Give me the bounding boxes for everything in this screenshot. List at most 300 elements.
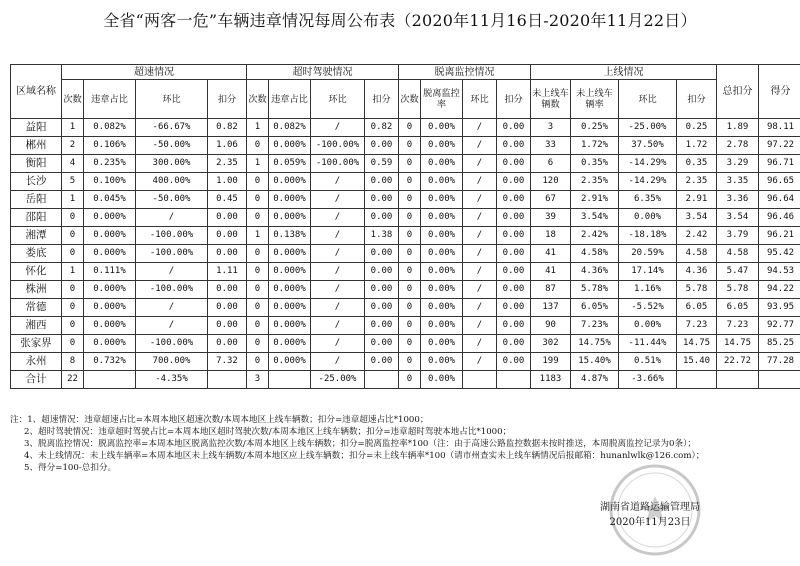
table-cell: -66.67% (136, 119, 208, 137)
table-cell: 94.22 (759, 281, 800, 299)
table-cell: 0.000% (269, 209, 311, 227)
table-cell: -11.44% (619, 335, 677, 353)
table-cell: 2.35% (571, 173, 619, 191)
table-cell: / (463, 335, 497, 353)
region-cell: 长沙 (11, 173, 62, 191)
table-row (11, 209, 800, 227)
table-row (11, 299, 800, 317)
table-cell: / (463, 191, 497, 209)
table-cell: 0.59 (365, 155, 399, 173)
table-cell: 0.000% (269, 191, 311, 209)
table-cell (759, 371, 800, 389)
table-cell: 0.000% (84, 281, 136, 299)
table-cell: 4.36 (677, 263, 717, 281)
table-cell: / (311, 173, 365, 191)
table-cell: / (463, 155, 497, 173)
table-cell: 7.23 (677, 317, 717, 335)
table-cell: 0 (399, 335, 421, 353)
table-cell: 41 (531, 263, 571, 281)
table-cell: -50.00% (136, 191, 208, 209)
page-title: 全省“两客一危”车辆违章情况每周公布表（2020年11月16日-2020年11月22日） (103, 11, 697, 30)
table-cell: 0.082% (269, 119, 311, 137)
table-cell: 0.00 (365, 353, 399, 371)
table-cell: 0.82 (365, 119, 399, 137)
header-speeding: 超速情况 (62, 65, 247, 80)
table-cell: 5.78 (677, 281, 717, 299)
table-cell: 0 (247, 317, 269, 335)
table-cell: -3.66% (619, 371, 677, 389)
table-cell: 0 (62, 245, 84, 263)
table-cell: 1183 (531, 371, 571, 389)
signature-date: 2020年11月23日 (609, 517, 691, 528)
table-cell (677, 371, 717, 389)
table-cell: 0.000% (269, 281, 311, 299)
signature (560, 500, 740, 530)
table-cell: / (311, 209, 365, 227)
table-cell: 3 (531, 119, 571, 137)
table-cell: 96.71 (759, 155, 800, 173)
table-cell: 4.36% (571, 263, 619, 281)
table-cell: 0 (399, 173, 421, 191)
table-cell: 0 (399, 245, 421, 263)
table-cell: 0 (399, 137, 421, 155)
table-cell: / (136, 209, 208, 227)
table-cell (269, 371, 311, 389)
table-cell: 3 (247, 371, 269, 389)
table-cell: 0 (247, 299, 269, 317)
table-cell: / (311, 245, 365, 263)
table-cell: -14.29% (619, 173, 677, 191)
table-row (11, 335, 800, 353)
table-cell: -100.00% (136, 227, 208, 245)
table-cell: 0.00 (365, 317, 399, 335)
table-cell: 0.00 (365, 281, 399, 299)
table-cell: 0 (399, 299, 421, 317)
table-cell: 0.25% (571, 119, 619, 137)
table-cell: 1 (247, 155, 269, 173)
table-cell: 0.106% (84, 137, 136, 155)
table-cell: 97.22 (759, 137, 800, 155)
table-cell: 87 (531, 281, 571, 299)
table-cell: 0.111% (84, 263, 136, 281)
table-cell: 33 (531, 137, 571, 155)
table-cell: 0 (399, 155, 421, 173)
table-cell: 0.00% (421, 209, 463, 227)
table-cell: 0 (247, 263, 269, 281)
table-cell: 0.000% (269, 317, 311, 335)
table-cell: 7.23 (717, 317, 759, 335)
table-cell: 0.000% (84, 299, 136, 317)
subheader-fatigue-ratio: 违章占比 (269, 80, 311, 119)
table-cell: 77.28 (759, 353, 800, 371)
table-cell: 4.87% (571, 371, 619, 389)
region-cell: 娄底 (11, 245, 62, 263)
table-cell: 2.35 (677, 173, 717, 191)
table-cell: 2 (62, 137, 84, 155)
subheader-fatigue-deduct: 扣分 (365, 80, 399, 119)
table-cell: 0.000% (269, 173, 311, 191)
table-cell: 1 (247, 227, 269, 245)
table-cell: 0.35% (571, 155, 619, 173)
region-cell: 湘西 (11, 317, 62, 335)
table-cell: 14.75 (717, 335, 759, 353)
table-cell: 37.50% (619, 137, 677, 155)
table-row (11, 317, 800, 335)
table-cell: / (311, 353, 365, 371)
table-cell: 0.00 (497, 173, 531, 191)
table-cell: 98.11 (759, 119, 800, 137)
table-cell: 137 (531, 299, 571, 317)
subheader-online-change: 环比 (619, 80, 677, 119)
region-cell: 岳阳 (11, 191, 62, 209)
table-cell: 85.25 (759, 335, 800, 353)
table-cell: 1.16% (619, 281, 677, 299)
table-cell: 302 (531, 335, 571, 353)
table-cell: 22.72 (717, 353, 759, 371)
table-cell: 0 (247, 137, 269, 155)
table-cell: / (463, 245, 497, 263)
table-cell: 2.91% (571, 191, 619, 209)
table-cell: 199 (531, 353, 571, 371)
table-cell: 0.082% (84, 119, 136, 137)
table-cell: 0.00% (421, 191, 463, 209)
table-cell: 5.47 (717, 263, 759, 281)
table-cell: 7.32 (208, 353, 247, 371)
table-cell: 0.00 (365, 191, 399, 209)
table-row (11, 191, 800, 209)
table-cell: 3.54% (571, 209, 619, 227)
table-cell: 0.00% (421, 317, 463, 335)
table-cell: 1.11 (208, 263, 247, 281)
table-cell: 0.00 (497, 317, 531, 335)
table-cell: 17.14% (619, 263, 677, 281)
subheader-speeding-ratio: 违章占比 (84, 80, 136, 119)
region-cell: 郴州 (11, 137, 62, 155)
table-cell: 7.23% (571, 317, 619, 335)
header-monitor: 脱离监控情况 (399, 65, 531, 80)
signature-org: 湖南省道路运输管理局 (600, 502, 700, 513)
table-row (11, 263, 800, 281)
table-cell: 0.00% (421, 227, 463, 245)
table-cell: 3.54 (717, 209, 759, 227)
table-cell: 0 (399, 353, 421, 371)
table-cell: -5.52% (619, 299, 677, 317)
table-cell: 0.00 (365, 245, 399, 263)
subheader-online-rate: 未上线车辆率 (571, 80, 619, 119)
note-1: 注：1、超速情况：违章超速占比=本周本地区超速次数/本周本地区上线车辆数；扣分=违章超速占比*1000； (10, 415, 429, 425)
table-cell: / (463, 281, 497, 299)
table-cell (84, 371, 136, 389)
table-cell: 0.00% (421, 137, 463, 155)
table-cell: 0.00 (208, 227, 247, 245)
table-cell: 0 (399, 191, 421, 209)
table-cell: 400.00% (136, 173, 208, 191)
table-cell: / (311, 299, 365, 317)
table-cell (365, 371, 399, 389)
table-cell: -25.00% (311, 371, 365, 389)
table-cell: 0 (247, 353, 269, 371)
table-cell: 0 (62, 317, 84, 335)
table-row (11, 119, 800, 137)
table-cell: -100.00% (136, 281, 208, 299)
table-cell: 5.78 (717, 281, 759, 299)
table-cell: 1.38 (365, 227, 399, 245)
table-cell: / (311, 227, 365, 245)
table-cell: 1.06 (208, 137, 247, 155)
table-cell: 0.00% (421, 263, 463, 281)
subheader-monitor-change: 环比 (463, 80, 497, 119)
table-cell: 90 (531, 317, 571, 335)
table-row (11, 353, 800, 371)
table-cell: 0 (62, 299, 84, 317)
table-cell: 0 (247, 209, 269, 227)
table-row (11, 155, 800, 173)
table-cell: 0.00 (365, 299, 399, 317)
table-cell: 0.000% (269, 335, 311, 353)
header-total: 总扣分 (717, 65, 759, 119)
table-cell: 0.000% (269, 353, 311, 371)
table-cell: / (311, 281, 365, 299)
total-row (11, 371, 800, 389)
table-cell: 0.000% (84, 317, 136, 335)
table-cell: 2.91 (677, 191, 717, 209)
table-cell: 1.72 (677, 137, 717, 155)
table-cell: 120 (531, 173, 571, 191)
table-cell: 95.42 (759, 245, 800, 263)
table-cell: 0 (62, 227, 84, 245)
table-cell: 67 (531, 191, 571, 209)
table-cell: 0 (62, 281, 84, 299)
table-cell (497, 371, 531, 389)
table-cell: 92.77 (759, 317, 800, 335)
table-cell: / (311, 317, 365, 335)
table-cell: 3.35 (717, 173, 759, 191)
table-cell: 93.95 (759, 299, 800, 317)
region-cell: 怀化 (11, 263, 62, 281)
table-cell: / (311, 191, 365, 209)
table-cell: / (463, 173, 497, 191)
table-cell: 96.46 (759, 209, 800, 227)
table-cell: / (463, 137, 497, 155)
subheader-speeding-deduct: 扣分 (208, 80, 247, 119)
table-cell: 2.42 (677, 227, 717, 245)
table-cell: 15.40% (571, 353, 619, 371)
table-cell: 1 (62, 191, 84, 209)
table-cell: / (463, 299, 497, 317)
table-cell: 0 (399, 209, 421, 227)
table-cell: 2.78 (717, 137, 759, 155)
table-cell: 3.54 (677, 209, 717, 227)
table-cell: -100.00% (136, 245, 208, 263)
table-cell: 0.00% (421, 119, 463, 137)
table-cell: 6.35% (619, 191, 677, 209)
table-cell: 0.00% (421, 371, 463, 389)
table-cell: 0.235% (84, 155, 136, 173)
table-cell: 0.00 (365, 137, 399, 155)
table-cell: 1 (62, 263, 84, 281)
header-fatigue: 超时驾驶情况 (247, 65, 399, 80)
table-cell: 0.000% (269, 245, 311, 263)
header-score: 得分 (759, 65, 800, 119)
header-online: 上线情况 (531, 65, 717, 80)
table-cell: 6.05 (677, 299, 717, 317)
table-cell: 0.00 (497, 299, 531, 317)
table-cell: 1 (62, 119, 84, 137)
table-cell: 0.00 (208, 209, 247, 227)
table-cell: 0.00% (421, 155, 463, 173)
table-body (11, 119, 800, 389)
table-cell: 0.35 (677, 155, 717, 173)
table-cell: -14.29% (619, 155, 677, 173)
table-cell: / (463, 317, 497, 335)
table-cell: / (136, 317, 208, 335)
table-cell: 4.58 (677, 245, 717, 263)
table-cell (717, 371, 759, 389)
table-cell: / (136, 263, 208, 281)
subheader-monitor-count: 次数 (399, 80, 421, 119)
table-cell: 41 (531, 245, 571, 263)
table-cell: 14.75% (571, 335, 619, 353)
table-cell: 0.00 (208, 245, 247, 263)
table-cell: 0.000% (269, 137, 311, 155)
table-cell: 0.00 (497, 245, 531, 263)
region-cell: 常德 (11, 299, 62, 317)
table-row (11, 137, 800, 155)
table-cell: 0.00 (497, 137, 531, 155)
table-cell: -50.00% (136, 137, 208, 155)
table-cell: 94.53 (759, 263, 800, 281)
table-cell: / (463, 119, 497, 137)
table-cell: 15.40 (677, 353, 717, 371)
table-cell: 0.000% (269, 263, 311, 281)
table-row (11, 245, 800, 263)
table-cell: 2.35 (208, 155, 247, 173)
table-cell: 4.58 (717, 245, 759, 263)
subheader-monitor-deduct: 扣分 (497, 80, 531, 119)
subheader-online-deduct: 扣分 (677, 80, 717, 119)
table-cell: 0.00 (365, 335, 399, 353)
table-cell: 3.36 (717, 191, 759, 209)
table-cell: -4.35% (136, 371, 208, 389)
table-cell: / (463, 209, 497, 227)
table-cell: 0.00 (497, 263, 531, 281)
table-cell: 0.00 (365, 209, 399, 227)
table-cell: 5.78% (571, 281, 619, 299)
table-cell: 0.25 (677, 119, 717, 137)
table-cell: 0.00% (421, 281, 463, 299)
table-row (11, 173, 800, 191)
table-cell: 6.05 (717, 299, 759, 317)
table-cell: 0.00% (421, 245, 463, 263)
table-cell: 0.000% (269, 299, 311, 317)
table-cell: 0.00% (421, 173, 463, 191)
region-cell: 永州 (11, 353, 62, 371)
table-cell: 8 (62, 353, 84, 371)
table-cell: 20.59% (619, 245, 677, 263)
region-cell: 益阳 (11, 119, 62, 137)
table-cell: 0.000% (84, 209, 136, 227)
table-cell: 3.29 (717, 155, 759, 173)
table-cell (463, 371, 497, 389)
region-cell: 合计 (11, 371, 62, 389)
table-cell: 1.00 (208, 173, 247, 191)
table-cell: 0.00 (497, 353, 531, 371)
table-cell: 0 (399, 227, 421, 245)
note-2: 2、超时驾驶情况：违章超时驾驶占比=本周本地区超时驾驶次数/本周本地区上线车辆数；扣分=违章超时驾驶本地占比*1000； (24, 427, 512, 438)
table-cell: 0.00 (497, 191, 531, 209)
table-cell: 0.00 (497, 335, 531, 353)
table-cell: 96.64 (759, 191, 800, 209)
table-cell: 1.89 (717, 119, 759, 137)
table-cell: 0.51% (619, 353, 677, 371)
table-cell: 6.05% (571, 299, 619, 317)
table-cell: 0.059% (269, 155, 311, 173)
table-cell: 0 (62, 335, 84, 353)
table-cell: 0 (399, 263, 421, 281)
table-cell: / (136, 299, 208, 317)
table-cell: 0.00 (208, 299, 247, 317)
table-cell: -100.00% (311, 155, 365, 173)
note-5: 5、得分=100-总扣分。 (24, 463, 117, 474)
table-cell: 4.58% (571, 245, 619, 263)
subheader-speeding-change: 环比 (136, 80, 208, 119)
table-cell: 5 (62, 173, 84, 191)
table-cell: 0 (399, 119, 421, 137)
table-cell: 18 (531, 227, 571, 245)
table-cell: / (311, 335, 365, 353)
table-cell: 14.75 (677, 335, 717, 353)
table-cell: 0.00 (208, 335, 247, 353)
note-3: 3、脱离监控情况：脱离监控率=本周本地区脱离监控次数/本周本地区上线车辆数；扣分=脱离监控率*100（注：由于高速公路监控数据未按时推送，本周脱离监控记录为0条）； (24, 439, 696, 450)
table-cell: 0.00 (497, 119, 531, 137)
table-cell: 0 (399, 371, 421, 389)
table-cell: 6 (531, 155, 571, 173)
table-cell: -100.00% (311, 137, 365, 155)
region-cell: 湘潭 (11, 227, 62, 245)
table-cell: 0.00% (421, 335, 463, 353)
table-cell: 0.138% (269, 227, 311, 245)
table-cell: 0.100% (84, 173, 136, 191)
table-cell: 0.00 (365, 173, 399, 191)
table-cell: 700.00% (136, 353, 208, 371)
table-cell: 0.82 (208, 119, 247, 137)
region-cell: 衡阳 (11, 155, 62, 173)
header-region: 区域名称 (11, 65, 62, 119)
table-cell: 0.00 (497, 155, 531, 173)
violation-table (10, 64, 800, 389)
table-cell: 0.000% (84, 227, 136, 245)
table-cell: 0 (399, 317, 421, 335)
table-cell: / (463, 227, 497, 245)
table-cell: 0.00 (497, 209, 531, 227)
region-cell: 邵阳 (11, 209, 62, 227)
note-4: 4、未上线情况：未上线车辆率=本周本地区未上线车辆数/本周本地区应上线车辆数；扣分=未上线车辆率*100（请市州查实未上线车辆情况后报邮箱：hunanlwlk@126.com）； (24, 451, 705, 462)
subheader-fatigue-change: 环比 (311, 80, 365, 119)
table-cell: 0.45 (208, 191, 247, 209)
table-cell: 0.00 (208, 317, 247, 335)
table-cell: 96.21 (759, 227, 800, 245)
table-cell: 0.00% (421, 353, 463, 371)
table-cell: 0 (247, 191, 269, 209)
table-cell (208, 371, 247, 389)
table-cell: 0.00 (497, 281, 531, 299)
table-cell: 0.00 (208, 281, 247, 299)
subheader-speeding-count: 次数 (62, 80, 84, 119)
table-cell: -25.00% (619, 119, 677, 137)
table-cell: 22 (62, 371, 84, 389)
table-cell: 4 (62, 155, 84, 173)
table-cell: / (463, 353, 497, 371)
